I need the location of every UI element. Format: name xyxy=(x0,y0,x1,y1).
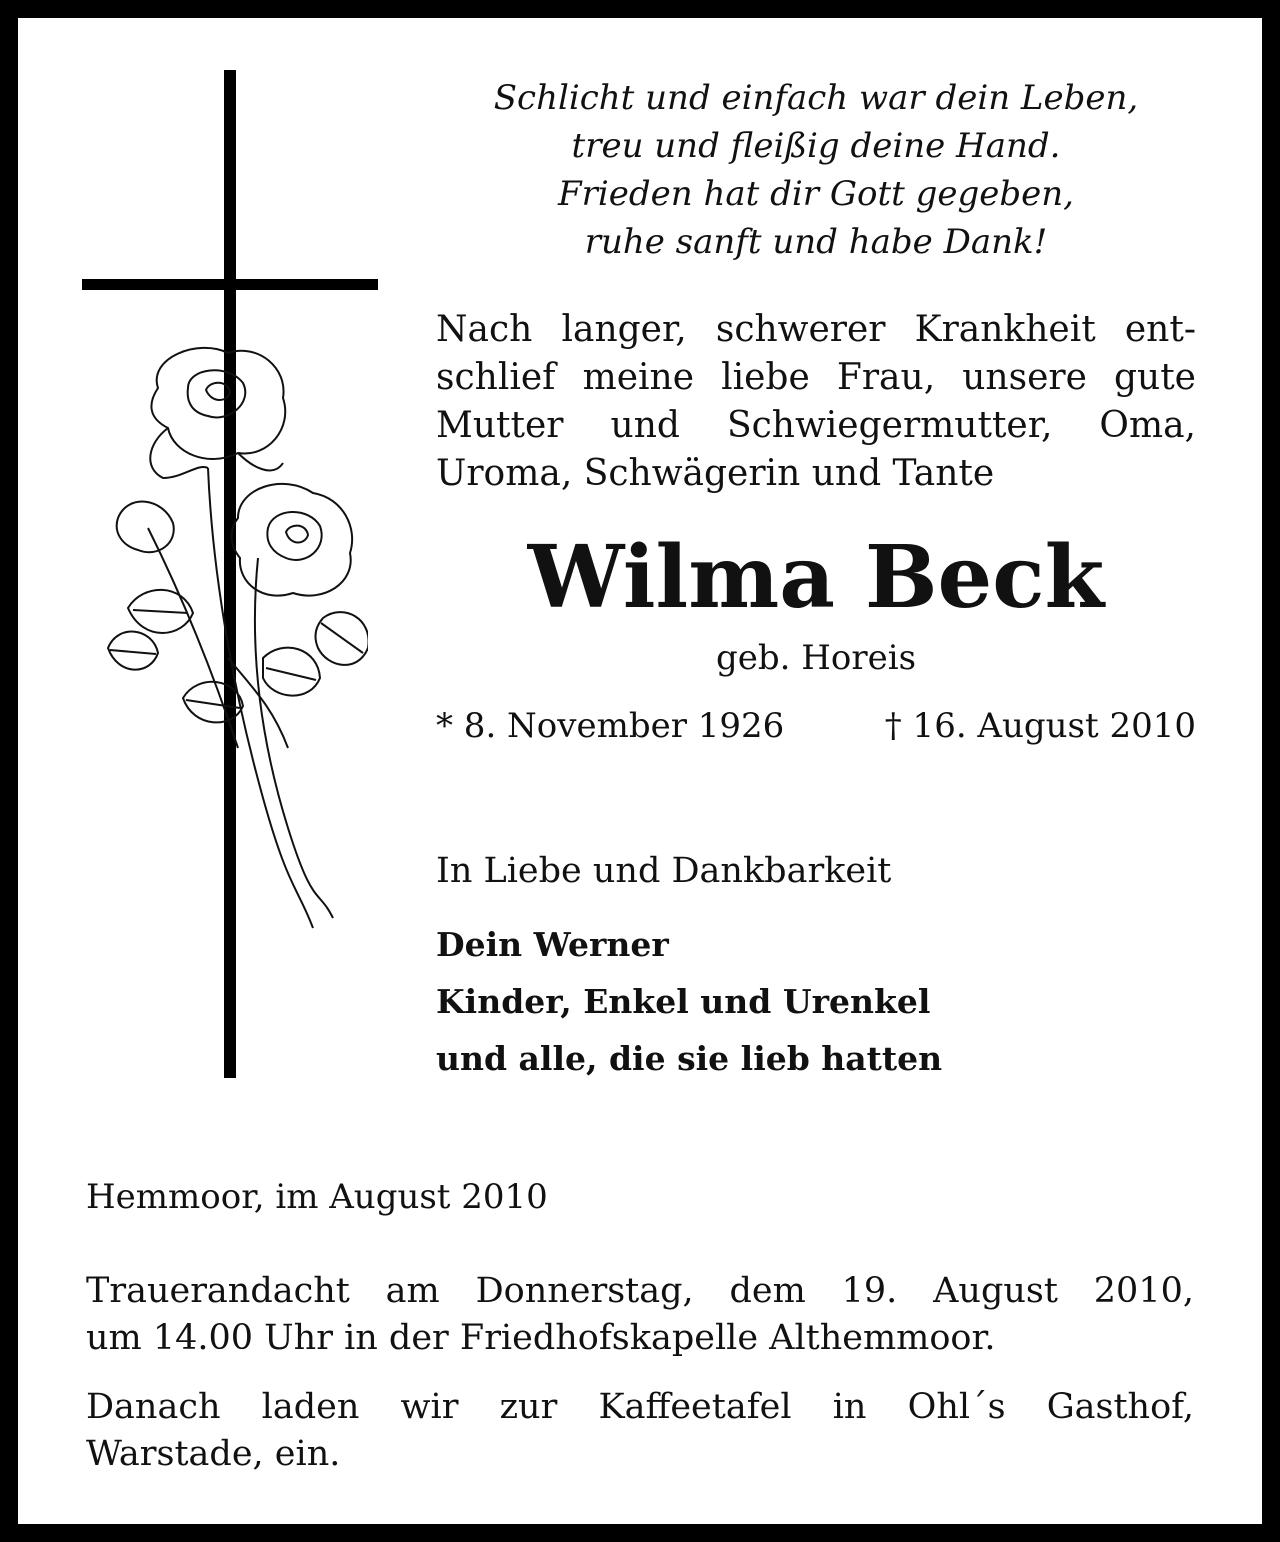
cross-horizontal-bar xyxy=(82,279,378,290)
life-dates xyxy=(436,704,1196,748)
poem-line: Frieden hat dir Gott gegeben, xyxy=(558,174,1074,214)
reception-invitation xyxy=(86,1384,1194,1478)
poem xyxy=(438,74,1194,266)
mourner-line: Kinder, Enkel und Urenkel xyxy=(436,982,931,1021)
deceased-name: Wilma Beck xyxy=(527,527,1105,628)
poem-line: Schlicht und einfach war dein Leben, xyxy=(493,78,1139,118)
invitation-line: Warstade, ein. xyxy=(86,1434,341,1474)
roses-illustration xyxy=(88,328,368,938)
intro-line: Mutter und Schwiegermutter, Oma, xyxy=(436,405,1196,446)
closing-phrase: In Liebe und Dankbarkeit xyxy=(436,851,892,891)
death-announcement-text xyxy=(436,306,1196,498)
service-line: Trauerandacht am Donnerstag, dem 19. August 2010, xyxy=(86,1271,1194,1311)
poem-line: ruhe sanft und habe Dank! xyxy=(584,222,1048,262)
funeral-service-info xyxy=(86,1268,1194,1362)
birth-date: * 8. November 1926 xyxy=(436,706,785,746)
mourners xyxy=(436,916,942,1087)
poem-line: treu und fleißig deine Hand. xyxy=(571,126,1061,166)
mourner-line: Dein Werner xyxy=(436,925,669,964)
intro-line: schlief meine liebe Frau, unsere gute xyxy=(436,357,1196,398)
intro-line: Uroma, Schwägerin und Tante xyxy=(436,453,995,494)
intro-line: Nach langer, schwerer Krankheit ent- xyxy=(436,309,1196,350)
mourner-line: und alle, die sie lieb hatten xyxy=(436,1039,943,1078)
maiden-name: geb. Horeis xyxy=(715,638,917,678)
obituary-notice xyxy=(18,18,1262,1524)
place-date: Hemmoor, im August 2010 xyxy=(86,1177,548,1217)
death-date: † 16. August 2010 xyxy=(884,706,1196,746)
invitation-line: Danach laden wir zur Kaffeetafel in Ohl´s Gasthof, xyxy=(86,1387,1194,1427)
service-line: um 14.00 Uhr in der Friedhofskapelle Althemmoor. xyxy=(86,1318,996,1358)
